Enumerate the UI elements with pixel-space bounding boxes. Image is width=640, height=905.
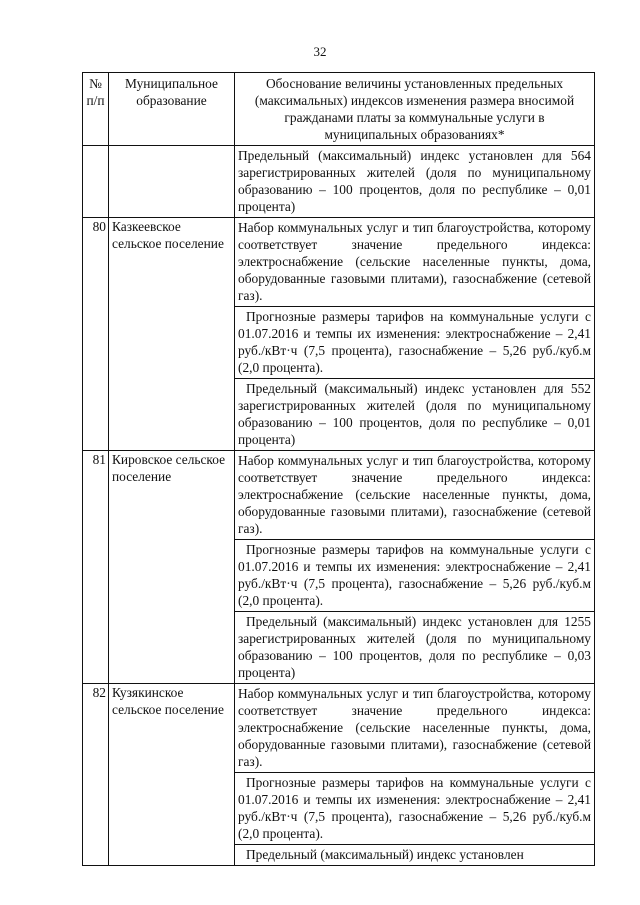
row-justification bbox=[235, 146, 595, 218]
justification-paragraph: Прогнозные размеры тарифов на коммунальные услуги с 01.07.2016 и темпы их изменения: электроснабжение – 2,41 руб./кВт·ч (7,5 процента), газоснабжение – 5,26 руб./куб.м (2,0 процента). bbox=[235, 306, 594, 378]
table-row-continuation bbox=[83, 146, 595, 218]
row-justification bbox=[235, 218, 595, 451]
justification-paragraph: Набор коммунальных услуг и тип благоустройства, которому соответствует значение предельного индекса: электроснабжение (сельские населенные пункты, дома, оборудованные газовыми плитами), газоснабжение (сетевой газ). bbox=[238, 220, 591, 303]
row-justification bbox=[235, 684, 595, 866]
row-municipality: Кузякинское сельское поселение bbox=[109, 684, 235, 866]
table-row bbox=[83, 218, 595, 451]
justification-paragraph: Прогнозные размеры тарифов на коммунальные услуги с 01.07.2016 и темпы их изменения: электроснабжение – 2,41 руб./кВт·ч (7,5 процента), газоснабжение – 5,26 руб./куб.м (2,0 процента). bbox=[235, 539, 594, 611]
tariff-index-table bbox=[82, 72, 595, 866]
table-row bbox=[83, 684, 595, 866]
header-justification: Обоснование величины установленных предельных (максимальных) индексов изменения размера вносимой гражданами платы за коммунальные услуги в муниципальных образованиях* bbox=[235, 73, 595, 146]
row-num: 80 bbox=[83, 218, 109, 451]
justification-paragraph: Набор коммунальных услуг и тип благоустройства, которому соответствует значение предельного индекса: электроснабжение (сельские населенные пункты, дома, оборудованные газовыми плитами), газоснабжение (сетевой газ). bbox=[238, 453, 591, 536]
table-header-row bbox=[83, 73, 595, 146]
page-number: 32 bbox=[313, 44, 327, 59]
header-num: № п/п bbox=[83, 73, 109, 146]
row-num bbox=[83, 146, 109, 218]
row-municipality: Казкеевское сельское поселение bbox=[109, 218, 235, 451]
header-municipality: Муниципальное образование bbox=[109, 73, 235, 146]
row-municipality bbox=[109, 146, 235, 218]
row-num: 81 bbox=[83, 451, 109, 684]
justification-paragraph: Предельный (максимальный) индекс установлен bbox=[235, 844, 594, 865]
justification-paragraph: Прогнозные размеры тарифов на коммунальные услуги с 01.07.2016 и темпы их изменения: электроснабжение – 2,41 руб./кВт·ч (7,5 процента), газоснабжение – 5,26 руб./куб.м (2,0 процента). bbox=[235, 772, 594, 844]
table-row bbox=[83, 451, 595, 684]
justification-paragraph: Предельный (максимальный) индекс установлен для 564 зарегистрированных жителей (доля по муниципальному образованию – 100 процентов, доля по республике – 0,01 процента) bbox=[238, 148, 591, 214]
row-justification bbox=[235, 451, 595, 684]
row-municipality: Кировское сельское поселение bbox=[109, 451, 235, 684]
row-num: 82 bbox=[83, 684, 109, 866]
justification-paragraph: Набор коммунальных услуг и тип благоустройства, которому соответствует значение предельного индекса: электроснабжение (сельские населенные пункты, дома, оборудованные газовыми плитами), газоснабжение (сетевой газ). bbox=[238, 686, 591, 769]
justification-paragraph: Предельный (максимальный) индекс установлен для 552 зарегистрированных жителей (доля по муниципальному образованию – 100 процентов, доля по республике – 0,01 процента) bbox=[235, 378, 594, 450]
justification-paragraph: Предельный (максимальный) индекс установлен для 1255 зарегистрированных жителей (доля по муниципальному образованию – 100 процентов, доля по республике – 0,03 процента) bbox=[235, 611, 594, 683]
